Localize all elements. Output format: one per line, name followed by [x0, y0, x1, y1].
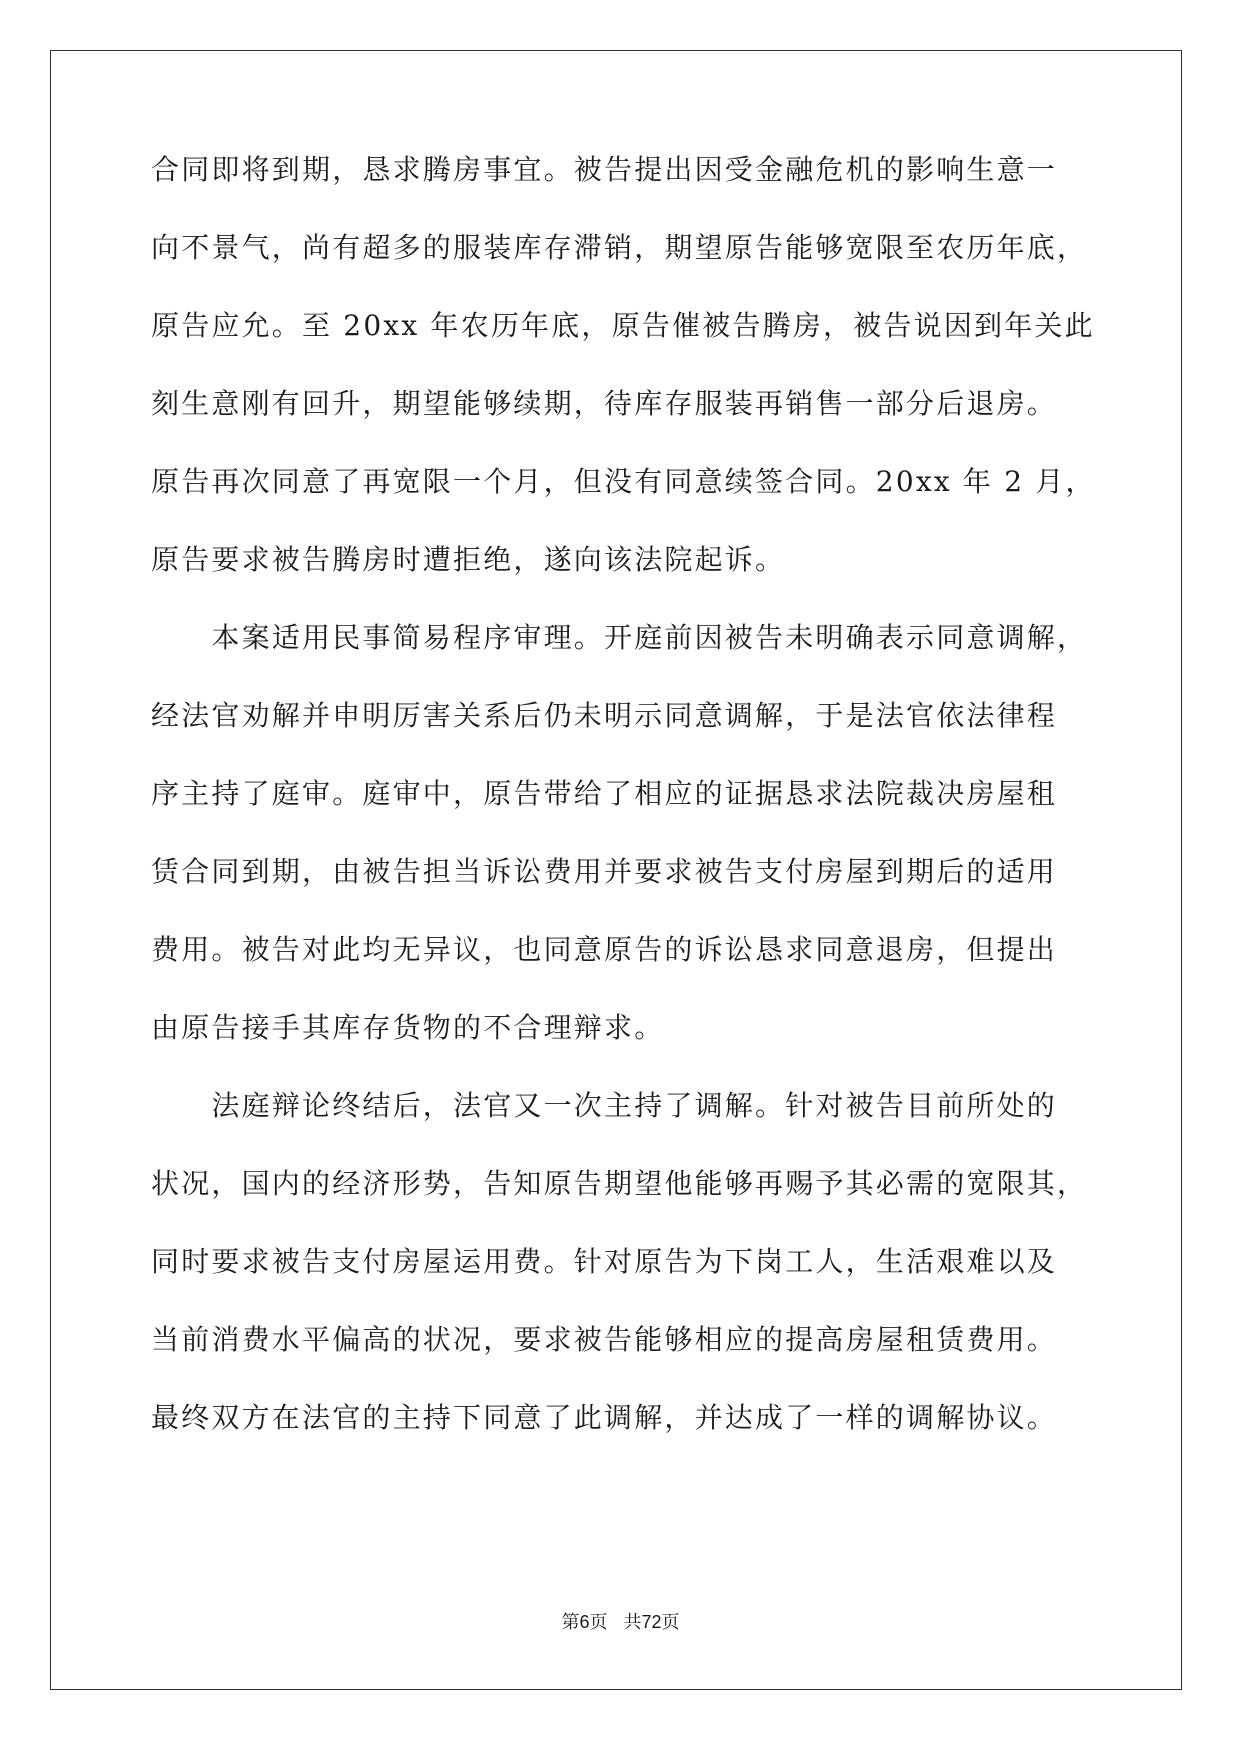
- body-line: 本案适用民事简易程序审理。开庭前因被告未明确表示同意调解，: [151, 621, 1088, 654]
- footer-page-prefix: 第: [561, 1612, 580, 1633]
- page-footer: [0, 1610, 1241, 1635]
- body-line: 向不景气，尚有超多的服装库存滞销，期望原告能够宽限至农历年底，: [151, 231, 1088, 264]
- body-line: 赁合同到期，由被告担当诉讼费用并要求被告支付房屋到期后的适用: [151, 855, 1058, 888]
- footer-total-suffix: 页: [661, 1612, 680, 1633]
- footer-page-number: 6: [579, 1612, 590, 1632]
- body-line: 原告应允。至 20xx 年农历年底，原告催被告腾房，被告说因到年关此: [151, 309, 1095, 342]
- footer-page-suffix: 页: [589, 1612, 608, 1633]
- footer-total-pages: 72: [641, 1612, 662, 1632]
- footer-total-prefix: 共: [623, 1612, 642, 1633]
- body-line: 费用。被告对此均无异议，也同意原告的诉讼恳求同意退房，但提出: [151, 933, 1058, 966]
- body-line: 经法官劝解并申明厉害关系后仍未明示同意调解，于是法官依法律程: [151, 699, 1058, 732]
- body-line: 同时要求被告支付房屋运用费。针对原告为下岗工人，生活艰难以及: [151, 1245, 1058, 1278]
- body-line: 法庭辩论终结后，法官又一次主持了调解。针对被告目前所处的: [151, 1089, 1058, 1122]
- body-line: 原告要求被告腾房时遭拒绝，遂向该法院起诉。: [151, 543, 786, 576]
- body-line: 合同即将到期，恳求腾房事宜。被告提出因受金融危机的影响生意一: [151, 153, 1058, 186]
- body-line: 序主持了庭审。庭审中，原告带给了相应的证据恳求法院裁决房屋租: [151, 777, 1058, 810]
- body-line: 由原告接手其库存货物的不合理辩求。: [151, 1011, 665, 1044]
- body-line: 当前消费水平偏高的状况，要求被告能够相应的提高房屋租赁费用。: [151, 1323, 1058, 1356]
- body-line: 原告再次同意了再宽限一个月，但没有同意续签合同。20xx 年 2 月，: [151, 465, 1096, 498]
- body-line: 状况，国内的经济形势，告知原告期望他能够再赐予其必需的宽限其，: [151, 1167, 1088, 1200]
- body-line: 刻生意刚有回升，期望能够续期，待库存服装再销售一部分后退房。: [151, 387, 1058, 420]
- body-line: 最终双方在法官的主持下同意了此调解，并达成了一样的调解协议。: [151, 1401, 1058, 1434]
